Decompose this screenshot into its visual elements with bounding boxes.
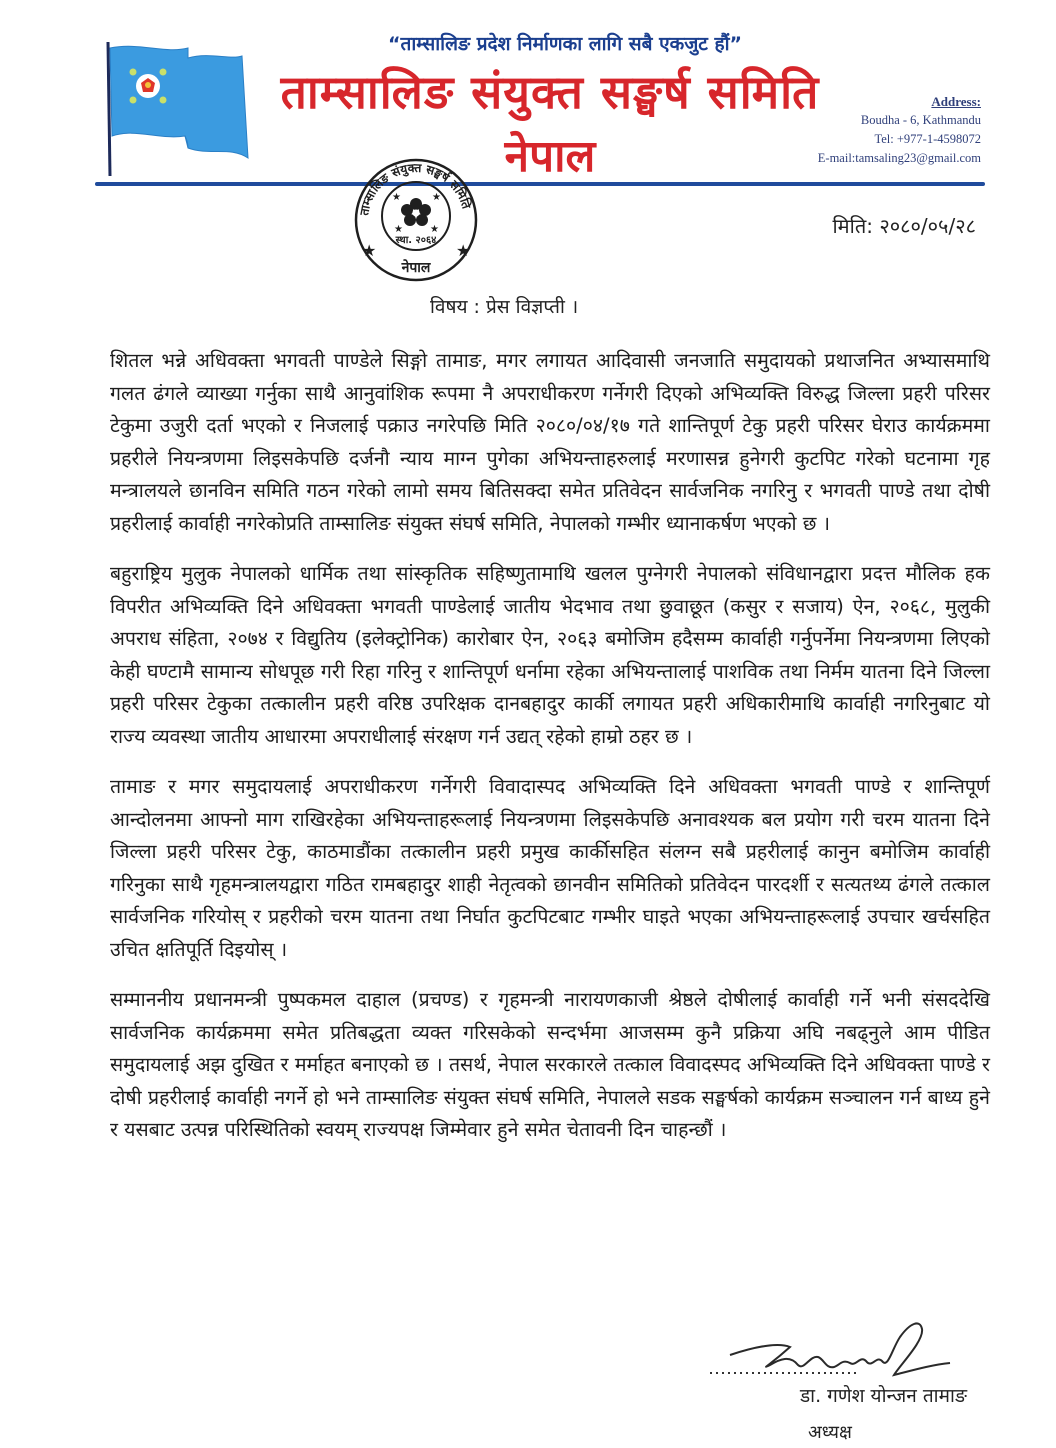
letter-date: मिति: २०८०/०५/२८ — [832, 214, 976, 238]
body-paragraph: शितल भन्ने अधिवक्ता भगवती पाण्डेले सिङ्गो तामाङ, मगर लगायत आदिवासी जनजाति समुदायको प्रथाजनित अभ्यासमाथि गलत ढंगले व्याख्या गर्नुका साथै आनुवांशिक रूपमा नै अपराधीकरण गर्नेगरी दिएको अभिव्यक्ति विरुद्ध जिल्ला प्रहरी परिसर टेकुमा उजुरी दर्ता भएको र निजलाई पक्राउ नगरेपछि मिति २०८०/०४/१७ गते शान्तिपूर्ण टेकु प्रहरी परिसर घेराउ कार्यक्रममा प्रहरीले नियन्त्रणमा लिइसकेपछि दर्जनौ न्याय माग्न पुगेका अभियन्ताहरुलाई मरणासन्न हुनेगरी कुटपिट गरेको घटनामा गृह मन्त्रालयले छानविन समिति गठन गरेको लामो समय बितिसक्दा समेत प्रतिवेदन सार्वजनिक नगरिनु र भगवती पाण्डे तथा दोषी प्रहरीलाई कार्वाही नगरेकोप्रति ताम्सालिङ संयुक्त संघर्ष समिति, नेपालको गम्भीर ध्यानाकर्षण भएको छ । — [110, 349, 990, 535]
signatory-name: डा. गणेश योन्जन तामाङ — [800, 1385, 967, 1407]
header-divider — [95, 182, 985, 186]
address-block — [818, 92, 981, 168]
svg-text:★: ★ — [392, 192, 401, 203]
svg-text:★: ★ — [394, 224, 403, 235]
address-title: Address: — [931, 94, 981, 109]
letter-body — [110, 345, 990, 1165]
svg-text:★: ★ — [456, 241, 471, 260]
body-paragraph: तामाङ र मगर समुदायलाई अपराधीकरण गर्नेगरी विवादास्पद अभिव्यक्ति दिने अधिवक्ता भगवती पाण्डे र शान्तिपूर्ण आन्दोलनमा आफ्नो माग राखिरहेका अभियन्ताहरूलाई नियन्त्रणमा लिइसकेपछि अनावश्यक बल प्रयोग गरी चरम यातना दिने जिल्ला प्रहरी परिसर टेकु, काठमाडौंका तत्कालीन प्रहरी प्रमुख कार्कीसहित संलग्न सबै प्रहरीलाई कानुन बमोजिम कार्वाही गरिनुका साथै गृहमन्त्रालयद्वारा गठित रामबहादुर शाही नेतृत्वको छानवीन समितिको प्रतिवेदन पारदर्शी र सत्यतथ्य ढंगले तत्काल सार्वजनिक गरियोस् र प्रहरीको चरम यातना तथा निर्घात कुटपिटबाट गम्भीर घाइते भएका अभियन्ताहरूलाई उपचार खर्चसहित उचित क्षतिपूर्ति दिइयोस् । — [110, 775, 990, 961]
stamp-established: स्था. २०६४ — [395, 235, 437, 246]
telephone: Tel: +977-1-4598072 — [874, 132, 981, 146]
organization-stamp — [350, 148, 480, 288]
stamp-text-top: ताम्सालिङ संयुक्त सङ्घर्ष समिति — [357, 160, 474, 217]
letter-subject: विषय : प्रेस विज्ञप्ती । — [430, 296, 579, 318]
email: E-mail:tamsaling23@gmail.com — [817, 151, 981, 165]
stamp-text-bottom: नेपाल — [401, 260, 431, 276]
body-paragraph: बहुराष्ट्रिय मुलुक नेपालको धार्मिक तथा सांस्कृतिक सहिष्णुतामाथि खलल पुग्नेगरी नेपालको संविधानद्वारा प्रदत्त मौलिक हक विपरीत अभिव्यक्ति दिने अधिवक्ता भगवती पाण्डेलाई जातीय भेदभाव तथा छुवाछूत (कसुर र सजाय) ऐन, २०६८, मुलुकी अपराध संहिता, २०७४ र विद्युतिय (इलेक्ट्रोनिक) कारोबार ऐन, २०६३ बमोजिम हदैसम्म कार्वाही गर्नुपर्नेमा नियन्त्रणमा लिएको केही घण्टामै सामान्य सोधपूछ गरी रिहा गरिनु र शान्तिपूर्ण धर्नामा रहेका अभियन्तालाई पाशविक तथा निर्मम यातना दिने जिल्ला प्रहरी परिसर टेकुका तत्कालीन प्रहरी वरिष्ठ उपरिक्षक दानबहादुर कार्की लगायत प्रहरी अधिकारीमाथि कार्वाही नगरिनुबाट यो राज्य व्यवस्था जातीय आधारमा अपराधीलाई संरक्षण गर्न उद्यत् रहेको हाम्रो ठहर छ । — [110, 562, 990, 748]
handwritten-signature — [700, 1315, 970, 1385]
signatory-title: अध्यक्ष — [808, 1422, 852, 1443]
organization-country: नेपाल — [504, 131, 596, 182]
svg-text:★: ★ — [362, 241, 377, 260]
organization-name: ताम्सालिङ संयुक्त सङ्घर्ष समिति — [280, 65, 820, 119]
letterhead — [0, 0, 1056, 200]
svg-text:★: ★ — [430, 224, 439, 235]
body-paragraph: सम्माननीय प्रधानमन्त्री पुष्पकमल दाहाल (प्रचण्ड) र गृहमन्त्री नारायणकाजी श्रेष्ठले दोषीलाई कार्वाही गर्ने भनी संसददेखि सार्वजनिक कार्यक्रममा समेत प्रतिबद्धता व्यक्त गरिसकेको सन्दर्भमा आजसम्म कुनै प्रक्रिया अघि नबढ्नुले आम पीडित समुदायलाई अझ दुखित र मर्माहत बनाएको छ । तसर्थ, नेपाल सरकारले तत्काल विवादस्पद अभिव्यक्ति दिने अधिवक्ता पाण्डे र दोषी प्रहरीलाई कार्वाही नगर्ने हो भने ताम्सालिङ संयुक्त संघर्ष समिति, नेपालले सडक सङ्घर्षको कार्यक्रम सञ्चालन गर्न बाध्य हुने र यसबाट उत्पन्न परिस्थितिको स्वयम् राज्यपक्ष जिम्मेवार हुने समेत चेतावनी दिन चाहन्छौं । — [110, 988, 990, 1141]
party-flag-logo — [100, 38, 260, 178]
slogan: “ताम्सालिङ प्रदेश निर्माणका लागि सबै एकजुट हौं” — [388, 33, 742, 55]
svg-text:★: ★ — [432, 192, 441, 203]
address-line: Boudha - 6, Kathmandu — [860, 113, 981, 127]
